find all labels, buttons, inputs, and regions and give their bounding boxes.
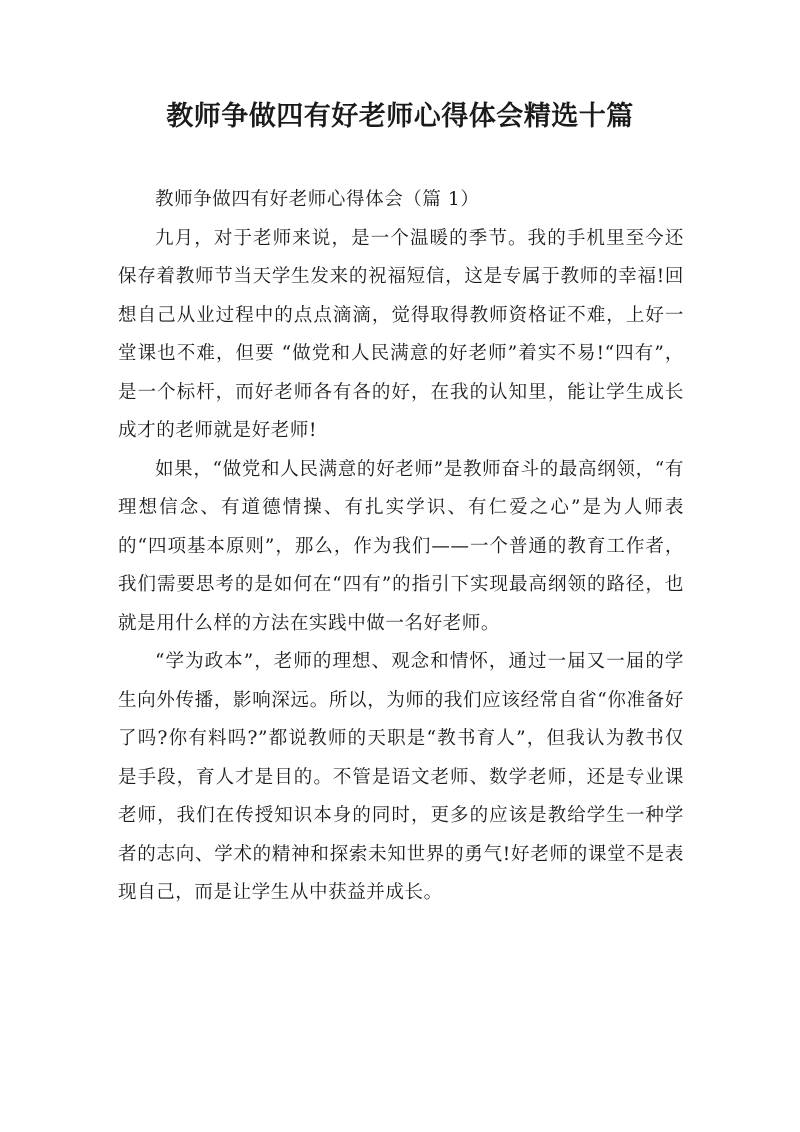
section-heading: 教师争做四有好老师心得体会（篇 1） — [155, 189, 480, 210]
paragraph-3: “学为政本”，老师的理想、观念和情怀，通过一届又一届的学生向外传播，影响深远。所以，为师的我们应该经常自省“你准备好了吗?你有料吗?”都说教师的天职是“教书育人”，但我认为教书仅是手段，育人才是目的。不管是语文老师、数学老师，还是专业课老师，我们在传授知识本身的同时，更多的应该是教给学生一种学者的志向、学术的精神和探索未知世界的勇气!好老师的课堂不是表现自己，而是让学生从中获益并成长。 — [118, 651, 684, 903]
document-body — [118, 181, 684, 913]
paragraph-2: 如果，“做党和人民满意的好老师”是教师奋斗的最高纲领，“有理想信念、有道德情操、有扎实学识、有仁爱之心”是为人师表的“四项基本原则”，那么，作为我们——一个普通的教育工作者，我们需要思考的是如何在“四有”的指引下实现最高纲领的路径，也就是用什么样的方法在实践中做一名好老师。 — [118, 458, 684, 634]
paragraph-1: 九月，对于老师来说，是一个温暖的季节。我的手机里至今还保存着教师节当天学生发来的祝福短信，这是专属于教师的幸福!回想自己从业过程中的点点滴滴，觉得取得教师资格证不难，上好一堂课也不难，但要 “做党和人民满意的好老师”着实不易!“四有”，是一个标杆，而好老师各有各的好，在我的认知里，能让学生成长成才的老师就是好老师! — [118, 227, 684, 441]
document-title: 教师争做四有好老师心得体会精选十篇 — [166, 101, 634, 132]
